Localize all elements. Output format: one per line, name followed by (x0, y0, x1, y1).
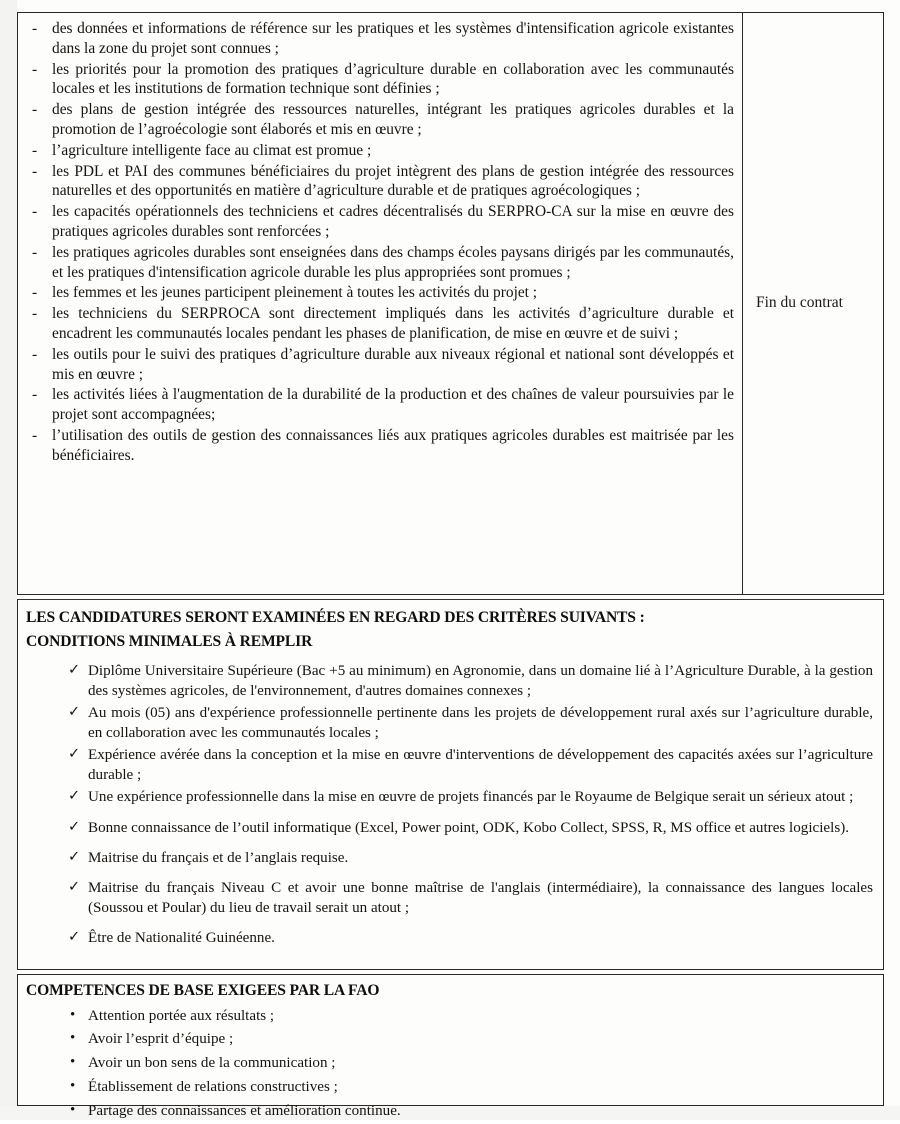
fao-competency-item: • Avoir un bon sens de la communication ; (26, 1052, 873, 1076)
check-icon: ✓ (68, 818, 81, 835)
criteria-section (17, 599, 884, 970)
scan-margin-left (0, 0, 17, 1120)
check-icon: ✓ (68, 848, 81, 865)
expected-result-item: - les pratiques agricoles durables sont enseignées dans des champs écoles paysans dirigés par les communautés, et les pratiques d'intensification agricole durable les plus appropriées sont promues ; (24, 243, 734, 283)
minimum-condition-item (26, 929, 873, 948)
expected-result-item: - les outils pour le suivi des pratiques d’agriculture durable aux niveaux régional et national sont développés et mis en œuvre ; (24, 345, 734, 385)
fao-competency-item: • Attention portée aux résultats ; (26, 1005, 873, 1029)
minimum-condition-item (26, 704, 873, 743)
minimum-condition-text: Au mois (05) ans d'expérience professionnelle pertinente dans les projets de développement rural axés sur l’agriculture durable, en collaboration avec les communautés locales ; (88, 705, 873, 741)
minimum-condition-item (26, 849, 873, 868)
check-icon: ✓ (68, 662, 81, 679)
criteria-heading-primary: LES CANDIDATURES SERONT EXAMINÉES EN REGARD DES CRITÈRES SUIVANTS : (26, 609, 645, 626)
expected-result-item: - les priorités pour la promotion des pratiques d’agriculture durable en collaboration avec les communautés locales et les institutions de formation technique sont définies ; (24, 60, 734, 100)
expected-result-item: - les techniciens du SERPROCA sont directement impliqués dans les activités d’agriculture durable et encadrent les communautés locales pendant les phases de planification, de mise en œuvre et de suivi ; (24, 304, 734, 344)
deadline-text: Fin du contrat (756, 294, 843, 312)
results-table-right-cell (743, 13, 883, 594)
expected-result-item: - les capacités opérationnels des techniciens et cadres décentralisés du SERPRO-CA sur la mise en œuvre des pratiques agricoles durables sont renforcées ; (24, 202, 734, 242)
expected-result-item: - des données et informations de référence sur les pratiques et les systèmes d'intensification agricole existantes dans la zone du projet sont connues ; (24, 19, 734, 59)
minimum-condition-text: Bonne connaissance de l’outil informatique (Excel, Power point, ODK, Kobo Collect, SPSS, R, MS office et autres logiciels). (88, 819, 849, 836)
expected-result-item: - les PDL et PAI des communes bénéficiaires du projet intègrent des plans de gestion intégrée des ressources naturelles et des opportunités en matière d’agriculture durable et de pratiques agroécologiques ; (24, 162, 734, 202)
minimum-condition-item (26, 746, 873, 785)
minimum-condition-item (26, 819, 873, 838)
expected-result-item: - les activités liées à l'augmentation de la durabilité de la production et des chaînes de valeur poursuivies par le projet sont accompagnées; (24, 385, 734, 425)
minimum-condition-text: Expérience avérée dans la conception et la mise en œuvre d'interventions de développement des capacités axées sur l’agriculture durable ; (88, 747, 873, 783)
minimum-conditions-list (26, 662, 873, 949)
check-icon: ✓ (68, 746, 81, 763)
minimum-condition-text: Maitrise du français et de l’anglais requise. (88, 849, 349, 866)
fao-competencies-section (17, 974, 884, 1119)
minimum-condition-text: Être de Nationalité Guinéenne. (88, 930, 275, 947)
expected-result-item: - l’utilisation des outils de gestion des connaissances liés aux pratiques agricoles durables est maitrisée par les bénéficiaires. (24, 426, 734, 466)
check-icon: ✓ (68, 929, 81, 946)
fao-competencies-list (26, 1005, 873, 1124)
fao-competency-item: • Établissement de relations constructives ; (26, 1076, 873, 1100)
minimum-condition-text: Maitrise du français Niveau C et avoir une bonne maîtrise de l'anglais (intermédiaire), la connaissance des langues locales (Soussou et Poular) du lieu de travail serait un atout ; (88, 880, 873, 916)
expected-result-item: - les femmes et les jeunes participent pleinement à toutes les activités du projet ; (24, 283, 734, 303)
minimum-condition-text: Une expérience professionnelle dans la mise en œuvre de projets financés par le Royaume de Belgique serait un sérieux atout ; (88, 789, 854, 806)
fao-competency-item: • Partage des connaissances et amélioration continue. (26, 1100, 873, 1124)
check-icon: ✓ (68, 788, 81, 805)
minimum-condition-item (26, 662, 873, 701)
check-icon: ✓ (68, 879, 81, 896)
fao-heading: COMPETENCES DE BASE EXIGEES PAR LA FAO (26, 982, 380, 999)
minimum-condition-text: Diplôme Universitaire Supérieure (Bac +5 au minimum) en Agronomie, dans un domaine lié à l’Agriculture Durable, à la gestion des systèmes agricoles, de l'environnement, d'autres domaines connexes ; (88, 663, 873, 699)
expected-result-item: - l’agriculture intelligente face au climat est promue ; (24, 141, 734, 161)
results-table-left-cell (18, 13, 743, 594)
criteria-heading-secondary: CONDITIONS MINIMALES À REMPLIR (26, 632, 313, 650)
expected-result-item: - des plans de gestion intégrée des ressources naturelles, intégrant les pratiques agricoles durables et la promotion de l’agroécologie sont élaborés et mis en œuvre ; (24, 100, 734, 140)
fao-competency-item: • Avoir l’esprit d’équipe ; (26, 1028, 873, 1052)
expected-results-list (24, 19, 734, 466)
minimum-condition-item (26, 788, 873, 807)
results-table (17, 12, 884, 595)
minimum-condition-item (26, 879, 873, 918)
check-icon: ✓ (68, 704, 81, 721)
